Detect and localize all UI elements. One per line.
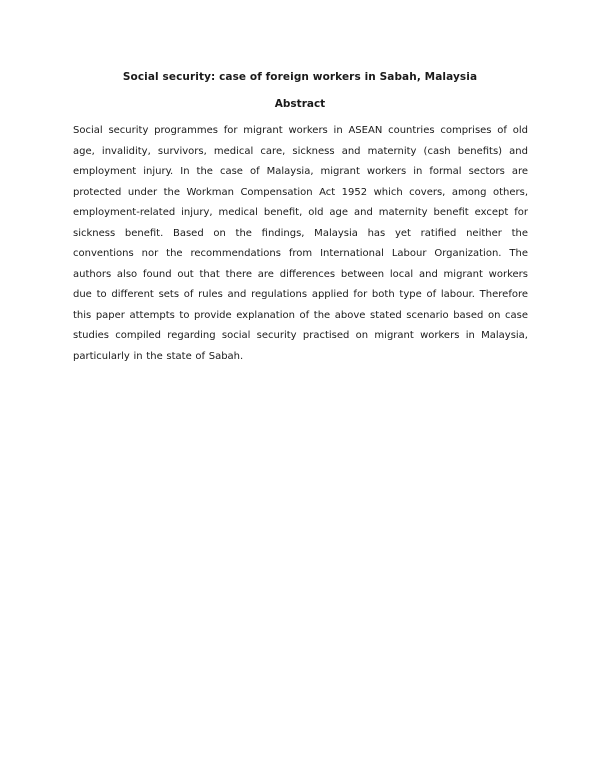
abstract-line: due to different sets of rules and regulations applied for both type of labour. Therefore bbox=[73, 289, 528, 300]
abstract-line: employment injury. In the case of Malaysia, migrant workers in formal sectors are bbox=[73, 166, 528, 177]
abstract-line: sickness benefit. Based on the findings, Malaysia has yet ratified neither the bbox=[73, 227, 528, 239]
paper-title: Social security: case of foreign workers in Sabah, Malaysia bbox=[122, 71, 478, 83]
abstract-line: Social security programmes for migrant workers in ASEAN countries comprises of old bbox=[73, 125, 528, 136]
abstract-heading: Abstract bbox=[274, 98, 326, 110]
abstract-line: conventions nor the recommendations from International Labour Organization. The bbox=[73, 248, 528, 259]
abstract-line: employment-related injury, medical benefit, old age and maternity benefit except for bbox=[73, 207, 528, 218]
abstract-line: protected under the Workman Compensation Act 1952 which covers, among others, bbox=[73, 186, 528, 198]
abstract-body bbox=[73, 121, 528, 367]
abstract-line: particularly in the state of Sabah. bbox=[73, 350, 244, 362]
abstract-line: this paper attempts to provide explanation of the above stated scenario based on case bbox=[73, 309, 528, 321]
abstract-line: authors also found out that there are differences between local and migrant workers bbox=[73, 268, 528, 280]
abstract-line: studies compiled regarding social security practised on migrant workers in Malaysia, bbox=[73, 330, 528, 341]
abstract-line: age, invalidity, survivors, medical care, sickness and maternity (cash benefits) and bbox=[73, 145, 528, 157]
